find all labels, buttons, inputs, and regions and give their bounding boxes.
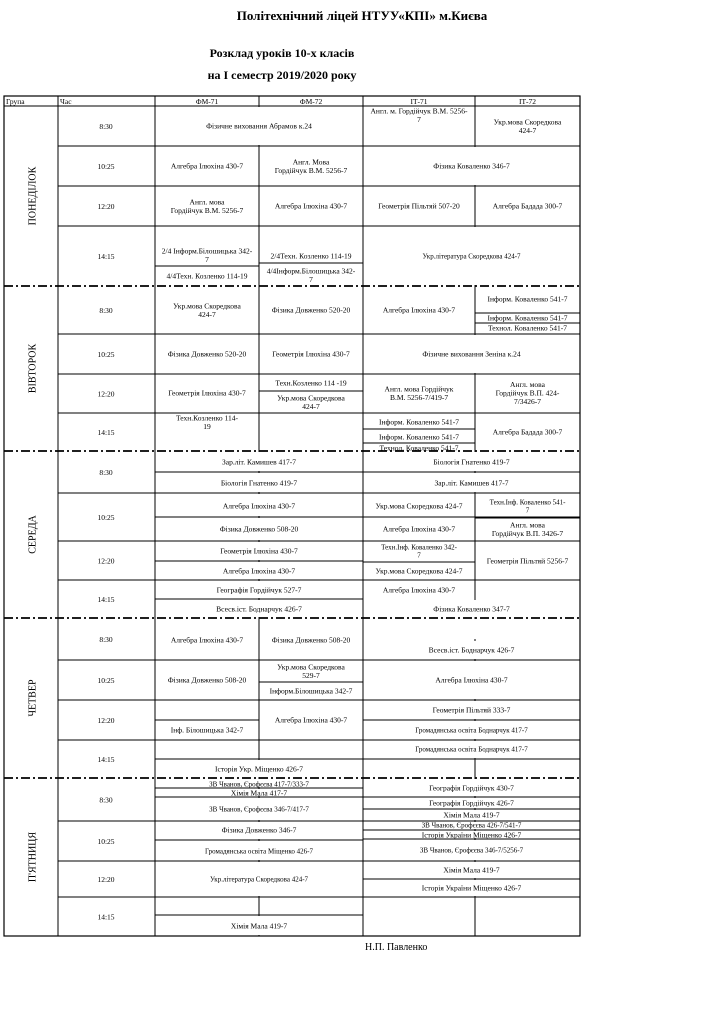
schedule-cell: Біологія Гнатенко 419-7 [220, 478, 298, 488]
schedule-cell: Фізика Коваленко 346-7 [433, 161, 510, 171]
column-header: ФМ-71 [195, 97, 219, 106]
schedule-cell: Хімія Мала 419-7 [230, 921, 288, 931]
time-label: 8:30 [99, 635, 113, 644]
day-label: П'ЯТНИЦЯ [27, 831, 39, 883]
schedule-cell: 424-7 [198, 309, 216, 319]
schedule-cell: Алгебра Ілюхіна 430-7 [222, 501, 296, 511]
schedule-cell: ЗВ Чванов, Єрофєєва 417-7/333-7 [209, 780, 309, 789]
schedule-cell: Геометрія Пільтяй 507-20 [378, 201, 460, 211]
schedule-cell: Укр.мова Скоредкова [277, 662, 345, 672]
schedule-cell: Гордійчук В.М. 5256-7 [274, 165, 348, 175]
schedule-cell: Геометрія Пільтяй 333-7 [432, 705, 511, 715]
cell-span [364, 619, 579, 639]
schedule-cell: Англ. м. Гордійчук В.М. 5256- [370, 106, 468, 116]
schedule-cell: Історія Укр. Міщенко 426-7 [215, 764, 303, 774]
schedule-cell: Гордійчук В.П. 424- [495, 388, 560, 398]
time-label: 14:15 [97, 252, 115, 261]
schedule-cell: Технол. Коваленко 541-7 [379, 443, 459, 453]
schedule-cell: Геометрія Ілюхіна 430-7 [272, 349, 350, 359]
schedule-cell: Громадянська освіта Боднарчук 417-7 [415, 745, 528, 754]
schedule-cell: Географія Гордійчук 527-7 [216, 585, 302, 595]
schedule-cell: Хімія Мала 417-7 [230, 788, 288, 798]
time-label: 12:20 [97, 875, 115, 884]
column-header: Група [6, 97, 25, 106]
time-label: 8:30 [99, 122, 113, 131]
time-label: 10:25 [97, 162, 115, 171]
signature: Н.П. Павленко [365, 942, 428, 953]
time-label: 12:20 [97, 202, 115, 211]
schedule-cell: Алгебра Ілюхіна 430-7 [274, 201, 348, 211]
schedule-cell: Англ. мова [510, 520, 545, 530]
schedule-cell: 4/4Інформ.Білошицька 342- [266, 266, 356, 276]
time-label: 14:15 [97, 912, 115, 922]
schedule-cell: Укр.мова Скоредкова 424-7 [375, 566, 463, 576]
time-label: 14:15 [97, 428, 115, 437]
schedule-cell: Фізика Довженко 508-20 [219, 524, 299, 534]
schedule-cell: ЗВ Чванов, Єрофєєва 426-7/541-7 [421, 821, 522, 830]
day-label: ВІВТОРОК [27, 343, 39, 394]
schedule-cell: Англ. мова Гордійчук [384, 384, 454, 394]
time-label: 14:15 [97, 755, 115, 764]
schedule-cell: Громадянська освіта Боднарчук 417-7 [415, 726, 528, 735]
schedule-cell: Біологія Гнатенко 419-7 [433, 457, 510, 467]
day-label: СЕРЕДА [27, 515, 39, 554]
schedule-cell: Геометрія Ілюхіна 430-7 [220, 546, 298, 556]
schedule-cell: Географія Гордійчук 426-7 [429, 798, 514, 808]
column-header: ФМ-72 [299, 97, 323, 106]
schedule-cell: Громадянська освіта Міщенко 426-7 [204, 847, 314, 856]
schedule-cell: Англ. Мова [292, 157, 330, 167]
schedule-cell: 19 [203, 421, 211, 431]
day-label: ПОНЕДІЛОК [27, 166, 39, 226]
schedule-cell: Алгебра Ілюхіна 430-7 [274, 715, 348, 725]
column-header: ІТ-71 [410, 97, 428, 106]
time-label: 8:30 [99, 795, 113, 805]
schedule-cell: ЗВ Чванов, Єрофєєва 346-7/417-7 [209, 805, 309, 814]
time-label: 14:15 [97, 595, 115, 604]
schedule-cell: Інформ. Коваленко 541-7 [379, 417, 459, 427]
schedule-cell: Технол. Коваленко 541-7 [487, 323, 568, 333]
schedule-cell: Укр.мова Скоредкова [277, 393, 345, 403]
schedule-cell: Укр.мова Скоредкова [493, 117, 562, 127]
schedule-cell: В.М. 5256-7/419-7 [389, 392, 449, 402]
time-label: 10:25 [97, 350, 115, 359]
schedule-cell: 7 [309, 274, 313, 284]
column-header: Час [60, 97, 72, 106]
schedule-cell: Хімія Мала 419-7 [443, 810, 500, 820]
time-label: 12:20 [97, 389, 115, 399]
schedule-cell: ЗВ Чванов, Єрофєєва 346-7/5256-7 [419, 846, 524, 855]
schedule-cell: Алгебра Ілюхіна 430-7 [170, 635, 244, 645]
time-label: 10:25 [97, 676, 115, 685]
schedule-cell: Інф. Білошицька 342-7 [170, 725, 244, 735]
schedule-cell: Алгебра Ілюхіна 430-7 [382, 524, 456, 534]
schedule-cell: 4/4Техн. Козленко 114-19 [166, 271, 248, 281]
schedule-cell: 7 [417, 114, 421, 124]
time-label: 10:25 [97, 837, 115, 846]
schedule-cell: Укр.мова Скоредкова [173, 301, 241, 311]
schedule-cell: Фізика Довженко 520-20 [271, 305, 351, 315]
schedule-cell: Гордійчук В.М. 5256-7 [170, 205, 244, 215]
schedule-cell: 424-7 [302, 401, 320, 411]
schedule-cell: Всесв.іст. Боднарчук 426-7 [216, 604, 302, 614]
schedule-cell: Техн.Козленко 114- [176, 413, 238, 423]
schedule-cell: Алгебра Ілюхіна 430-7 [435, 675, 508, 685]
schedule-cell: Фізика Коваленко 347-7 [433, 604, 510, 614]
schedule-cell: Алгебра Ілюхіна 430-7 [222, 566, 296, 576]
schedule-cell: Фізика Довженко 508-20 [167, 675, 247, 685]
schedule-cell: Англ. мова [189, 197, 225, 207]
schedule-cell: Англ. мова [510, 380, 545, 390]
schedule-cell: 7 [525, 506, 530, 515]
schedule-cell: Техн.Інф. Коваленко 342- [381, 543, 457, 552]
day-label: ЧЕТВЕР [27, 679, 39, 717]
schedule-cell: Хімія Мала 419-7 [443, 865, 500, 875]
time-label: 12:20 [97, 716, 115, 725]
schedule-cell: Історія України Міщенко 426-7 [421, 830, 522, 840]
schedule-cell: 7/3426-7 [513, 397, 542, 407]
schedule-cell: Історія України Міщенко 426-7 [421, 883, 522, 893]
semester-subtitle: на І семестр 2019/2020 року [207, 68, 357, 82]
schedule-cell: 424-7 [518, 125, 537, 135]
schedule-cell: Фізичне виховання Абрамов к.24 [206, 121, 312, 131]
schedule-cell: Геометрія Ілюхіна 430-7 [168, 388, 246, 398]
schedule-subtitle: Розклад уроків 10-х класів [209, 46, 355, 60]
schedule-cell: 529-7 [302, 670, 320, 680]
schedule-cell: Фізичне виховання Зеніна к.24 [422, 349, 521, 359]
schedule-cell: Зар.літ. Камишев 417-7 [221, 457, 297, 467]
schedule-cell: Алгебра Бадада 300-7 [492, 427, 563, 437]
schedule-cell: Зар.літ. Камишев 417-7 [434, 478, 509, 488]
schedule-cell: Укр.література Скоредкова 424-7 [422, 252, 521, 261]
schedule-cell: Фізика Довженко 508-20 [271, 635, 351, 645]
time-label: 12:20 [97, 556, 115, 566]
schedule-cell: Фізика Довженко 520-20 [167, 349, 247, 359]
schedule-cell: Алгебра Ілюхіна 430-7 [382, 305, 456, 315]
schedule-cell: 2/4Техн. Козленко 114-19 [270, 251, 352, 261]
schedule-cell: Алгебра Ілюхіна 430-7 [382, 585, 456, 595]
schedule-cell: Алгебра Ілюхіна 430-7 [170, 161, 244, 171]
schedule-cell: Гордійчук В.П. 3426-7 [491, 528, 564, 538]
schedule-cell: Алгебра Бадада 300-7 [492, 201, 563, 211]
time-label: 10:25 [97, 513, 115, 522]
schedule-cell: Інформ. Коваленко 541-7 [379, 432, 459, 442]
schedule-cell: Географія Гордійчук 430-7 [429, 783, 514, 793]
schedule-cell: Укр.мова Скоредкова 424-7 [375, 501, 463, 511]
schedule-cell: 2/4 Інформ.Білошицька 342- [161, 246, 253, 256]
schedule-cell: Всесв.іст. Боднарчук 426-7 [428, 645, 515, 655]
time-label: 8:30 [99, 468, 113, 477]
schedule-cell: Інформ.Білошицька 342-7 [269, 686, 353, 696]
schedule-cell: Фізика Довженко 346-7 [221, 825, 297, 835]
schedule-cell: Інформ. Коваленко 541-7 [487, 294, 568, 304]
time-label: 8:30 [99, 306, 113, 315]
schedule-cell: 7 [417, 551, 421, 560]
schedule-cell: Геометрія Пільтяй 5256-7 [486, 556, 569, 566]
schedule-cell: 7 [205, 254, 209, 264]
schedule-cell: Укр.література Скоредкова 424-7 [209, 875, 309, 884]
page-title: Політехнічний ліцей НТУУ«КПІ» м.Києва [236, 8, 488, 23]
schedule-cell: Інформ. Коваленко 541-7 [487, 313, 568, 323]
schedule-cell: Техн.Козленко 114 -19 [275, 378, 347, 388]
column-header: ІТ-72 [518, 97, 537, 106]
schedule-cell: Техн.Інф. Коваленко 541- [489, 498, 566, 507]
